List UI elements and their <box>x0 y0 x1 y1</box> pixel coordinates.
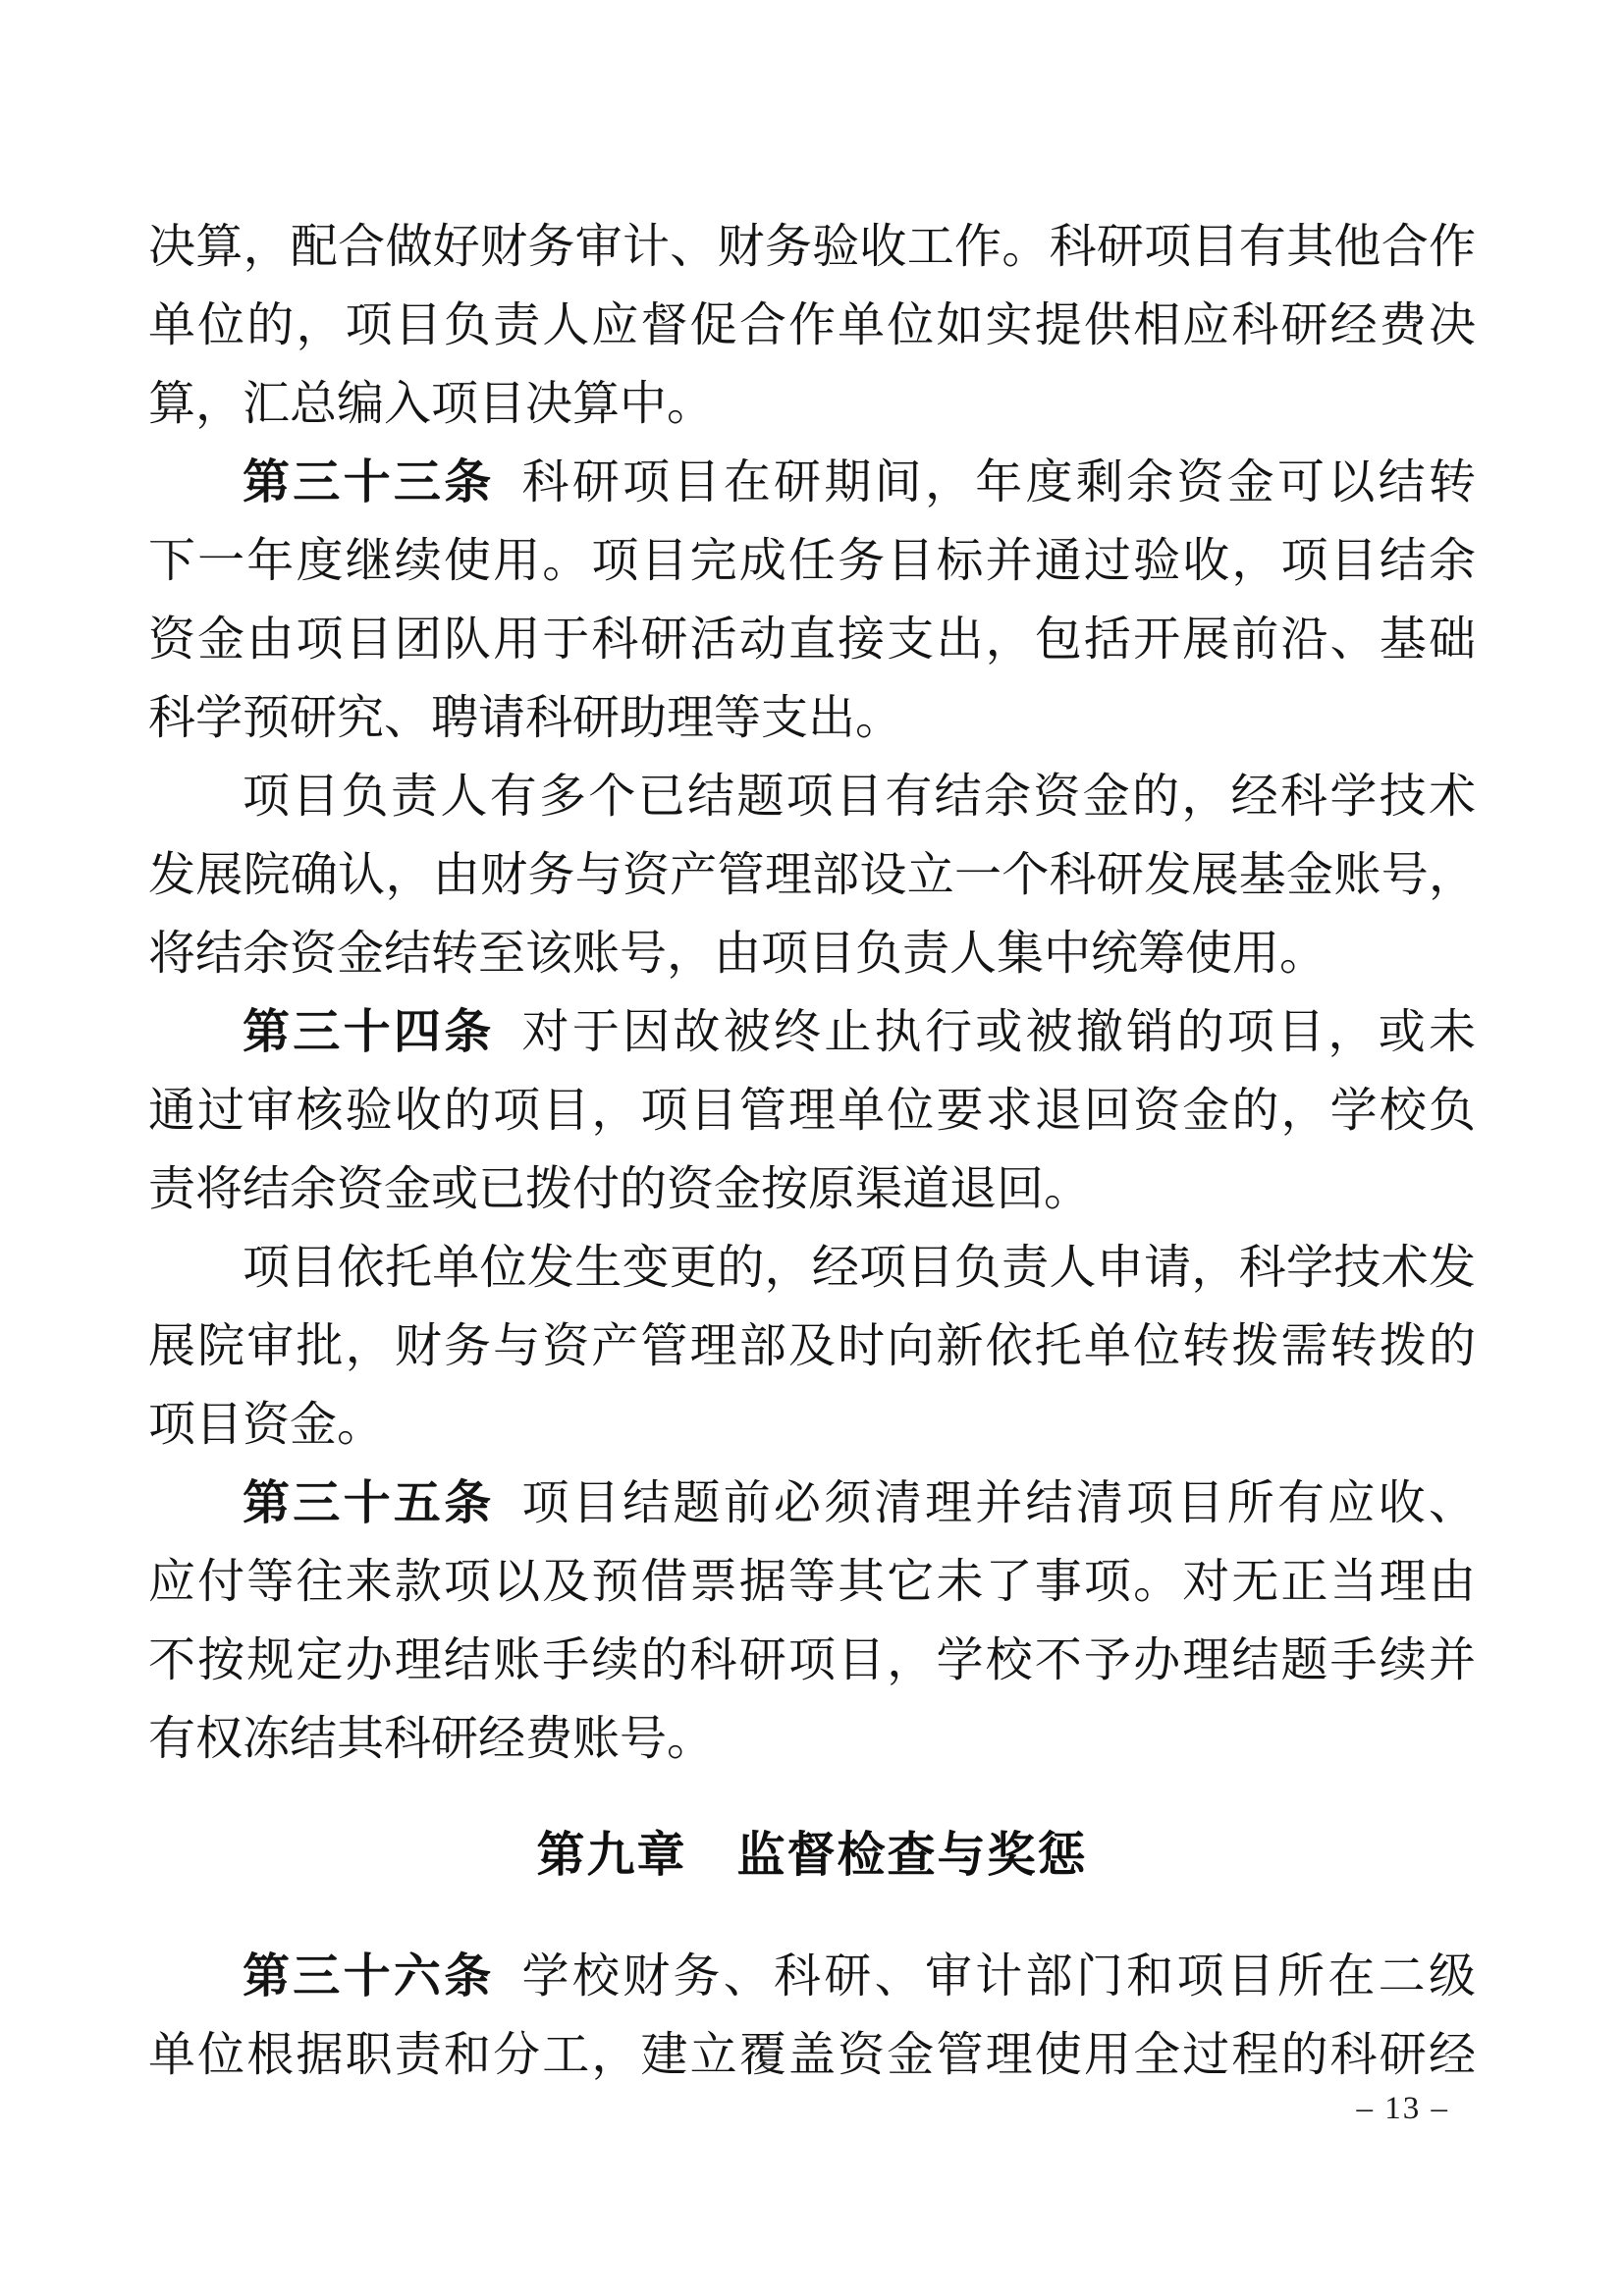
text-line: 第三十五条 项目结题前必须清理并结清项目所有应收、 <box>243 1477 1476 1529</box>
text-line: 展院审批，财务与资产管理部及时向新依托单位转拨需转拨的 <box>148 1320 1476 1372</box>
text-line: 项目依托单位发生变更的，经项目负责人申请，科学技术发 <box>243 1242 1476 1294</box>
body-paragraph <box>148 208 1476 444</box>
text-line: 单位的，项目负责人应督促合作单位如实提供相应科研经费决 <box>148 299 1476 351</box>
body-paragraph <box>148 758 1476 993</box>
text-line: 下一年度继续使用。项目完成任务目标并通过验收，项目结余 <box>148 535 1476 587</box>
text-line: 资金由项目团队用于科研活动直接支出，包括开展前沿、基础 <box>148 614 1476 666</box>
article-number-label: 第三十五条 <box>243 1477 495 1529</box>
article-paragraph <box>148 444 1476 758</box>
article-paragraph <box>148 1938 1476 2095</box>
article-number-label: 第三十三条 <box>243 456 495 508</box>
document-body <box>148 208 1476 2095</box>
text-line: 发展院确认，由财务与资产管理部设立一个科研发展基金账号， <box>148 849 1476 901</box>
text-line: 应付等往来款项以及预借票据等其它未了事项。对无正当理由 <box>148 1556 1476 1608</box>
body-paragraph <box>148 1229 1476 1465</box>
text-line: 项目负责人有多个已结题项目有结余资金的，经科学技术 <box>243 771 1476 823</box>
text-line: 第三十四条 对于因故被终止执行或被撤销的项目，或未 <box>243 1006 1476 1058</box>
chapter-heading: 第九章 监督检查与奖惩 <box>536 1829 1088 1882</box>
text-line: 算，汇总编入项目决算中。 <box>148 378 715 430</box>
text-line: 将结余资金结转至该账号，由项目负责人集中统筹使用。 <box>148 928 1327 980</box>
text-line: 通过审核验收的项目，项目管理单位要求退回资金的，学校负 <box>148 1085 1476 1137</box>
text-line: 项目资金。 <box>148 1399 385 1451</box>
article-paragraph <box>148 1465 1476 1779</box>
text-line: 有权冻结其科研经费账号。 <box>148 1713 715 1765</box>
page-number: – 13 – <box>1356 2091 1449 2126</box>
text-line: 第三十三条 科研项目在研期间，年度剩余资金可以结转 <box>243 456 1476 508</box>
text-line: 单位根据职责和分工，建立覆盖资金管理使用全过程的科研经 <box>148 2029 1476 2081</box>
text-line: 第三十六条 学校财务、科研、审计部门和项目所在二级 <box>243 1950 1476 2002</box>
text-line: 责将结余资金或已拨付的资金按原渠道退回。 <box>148 1163 1092 1215</box>
text-line: 科学预研究、聘请科研助理等支出。 <box>148 692 903 744</box>
article-paragraph <box>148 993 1476 1229</box>
text-line: 不按规定办理结账手续的科研项目，学校不予办理结题手续并 <box>148 1634 1476 1686</box>
text-line: 决算，配合做好财务审计、财务验收工作。科研项目有其他合作 <box>148 221 1476 273</box>
article-number-label: 第三十四条 <box>243 1006 495 1058</box>
article-number-label: 第三十六条 <box>243 1950 495 2002</box>
